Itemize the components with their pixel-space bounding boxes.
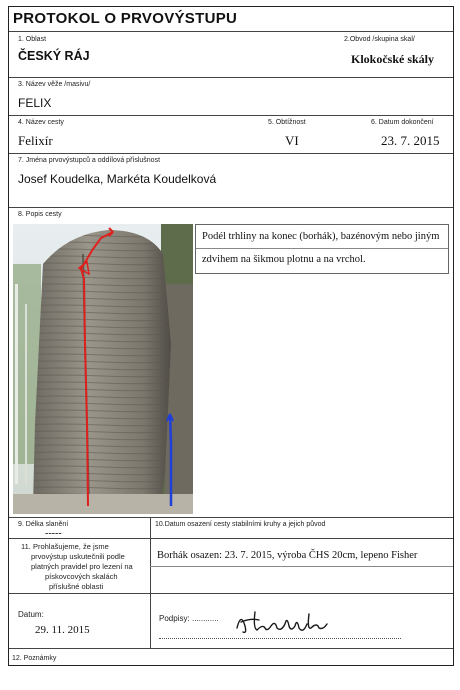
route-name-label: 4. Název cesty (18, 119, 64, 126)
route-row (9, 116, 453, 154)
notes-row (9, 649, 453, 667)
description-box (195, 224, 449, 274)
declaration-row (9, 539, 453, 594)
tower-value: FELIX (18, 96, 52, 110)
signatures-dots: ............ (192, 614, 219, 623)
rappel-label: 9. Délka slanění (18, 521, 69, 528)
tower-label: 3. Název věže /masivu/ (18, 81, 91, 88)
declaration-line-4: pískovcových skalách (45, 572, 118, 581)
date-value: 29. 11. 2015 (35, 624, 90, 636)
grade-value: VI (285, 133, 299, 148)
title-row (9, 7, 453, 32)
declaration-line-3: platných pravidel pro lezení na (31, 562, 133, 571)
climbers-row (9, 154, 453, 208)
area-value: ČESKÝ RÁJ (18, 49, 90, 63)
area-row (9, 32, 453, 78)
signature-row (9, 594, 453, 649)
declaration-line-5: příslušné oblasti (49, 582, 104, 591)
description-line-1: Podél trhliny na konec (borhák), bazénovým nebo jiným (202, 231, 440, 242)
protocol-form (8, 6, 454, 666)
climbers-label: 7. Jména prvovýstupců a oddílová příslušnost (18, 157, 161, 164)
rappel-value: ----- (45, 528, 62, 539)
district-label: 2.Obvod /skupina skal/ (344, 36, 415, 43)
declaration-line-2: prvovýstup uskutečnili podle (31, 552, 125, 561)
rappel-row (9, 518, 453, 539)
declaration-line-1: 11. Prohlašujeme, že jsme (21, 542, 109, 551)
route-photo (13, 224, 193, 514)
description-row (9, 208, 453, 518)
grade-label: 5. Obtížnost (268, 119, 306, 126)
date-label: Datum: (18, 610, 44, 619)
handwritten-signature (231, 604, 331, 638)
bolting-label: 10.Datum osazení cesty stabilními kruhy a jejich původ (155, 521, 326, 528)
form-title: PROTOKOL O PRVOVÝSTUPU (13, 10, 238, 27)
area-label: 1. Oblast (18, 36, 47, 43)
district-value: Klokočské skály (351, 52, 435, 66)
completion-date-label: 6. Datum dokončení (371, 119, 434, 126)
bolting-value: Borhák osazen: 23. 7. 2015, výroba ČHS 20cm, lepeno Fisher (157, 550, 418, 561)
climbers-value: Josef Koudelka, Markéta Koudelková (18, 172, 217, 186)
description-line-2: zdvihem na šikmou plotnu a na vrchol. (202, 254, 366, 265)
notes-label: 12. Poznámky (12, 655, 57, 662)
route-name-value: Felixír (18, 133, 53, 148)
tower-row (9, 78, 453, 116)
description-label: 8. Popis cesty (18, 211, 62, 218)
completion-date-value: 23. 7. 2015 (381, 133, 440, 148)
signatures-label: Podpisy: (159, 614, 190, 623)
route-line-blue (170, 414, 171, 506)
